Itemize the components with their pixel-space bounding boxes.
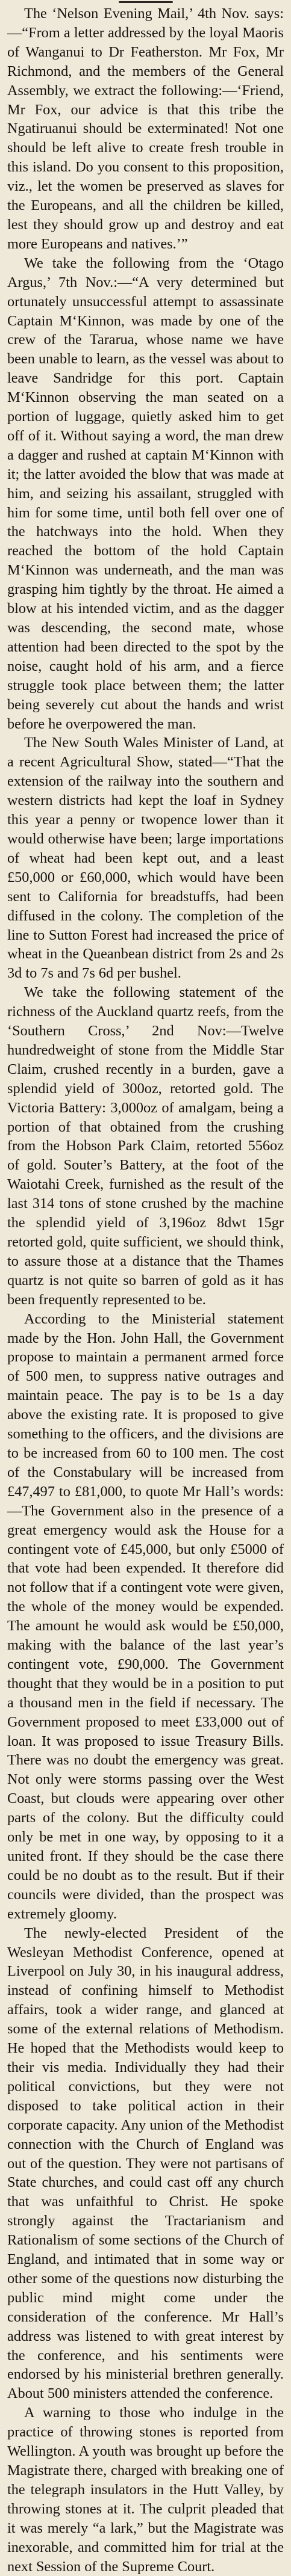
article-stone-throwing-warning: A warning to those who indulge in the practice of throwing stones is reported from Wellington. A youth was brought up before the Magistrate there, charged with breaking one of the telegraph insulators in the Hutt Valley, by throwing stones at it. The culprit pleaded that it was merely “a lark,” but the Magistrate was inexorable, and committed him for trial at the next Session of the Supreme Court.: [7, 2405, 284, 2575]
article-otago-argus: We take the following from the ‘Otago Argus,’ 7th Nov.:—“A very determined but ortunately unsuccessful attempt to assassinate Captain M‘Kinnon, was made by one of the crew of the Tararua, whose name we have been unable to learn, as the vessel was about to leave Sandridge for this port. Captain M‘Kinnon observing the man seated on a portion of luggage, quietly asked him to get off of it. Without saying a word, the man drew a dagger and rushed at captain M‘Kinnon with it; the latter avoided the blow that was made at him, and seizing his assailant, struggled with him for some time, until both fell over one of the hatchways into the hold. When they reached the bottom of the hold Captain M‘Kinnon was underneath, and the man was grasping him tightly by the throat. He aimed a blow at his intended victim, and as the dagger was descending, the second mate, whose attention had been directed to the spot by the noise, caught hold of his arm, and a fierce struggle took place between them; the latter being severely cut about the hands and wrist before he overpowered the man.: [7, 254, 284, 732]
article-wesleyan-conference: The newly-elected President of the Wesleyan Methodist Conference, opened at Liverpool on July 30, in his inaugural address, instead of confining himself to Methodist affairs, took a wider range, and glanced at some of the external relations of Methodism. He hoped that the Methodists would keep to their vis media. Individually they had their political convictions, but they were not disposed to take political action in their corporate capacity. Any union of the Methodist connection with the Church of England was out of the question. They were not partisans of State churches, and could cast off any church that was unfaithful to Christ. He spoke strongly against the Tractarianism and Rationalism of some sections of the Church of England, and intimated that in some way or other some of the questions now disturbing the public mind might come under the consideration of the conference. Mr Hall’s address was listened to with great interest by the conference, and his sentiments were endorsed by his ministerial brethren generally. About 500 ministers attended the conference.: [7, 1924, 284, 2402]
news-column: [7, 4, 284, 2576]
article-nelson-evening-mail: The ‘Nelson Evening Mail,’ 4th Nov. says:—“From a letter addressed by the loyal Maoris of Wanganui to Dr Featherston. Mr Fox, Mr Richmond, and the members of the General Assembly, we extract the following:—‘Friend, Mr Fox, our advice is that this tribe the Ngatiruanui should be exterminated! Not one should be left alive to create fresh trouble in this island. Do you consent to this proposition, viz., let the women be preserved as slaves for the Europeans, and all the children be killed, lest they should grow up and destroy and eat more Europeans and natives.’”: [7, 5, 284, 252]
article-auckland-quartz-reefs: We take the following statement of the richness of the Auckland quartz reefs, from the ‘Southern Cross,’ 2nd Nov:—Twelve hundredweight of stone from the Middle Star Claim, crushed recently in a burden, gave a splendid yield of 300oz, retorted gold. The Victoria Battery: 3,000oz of amalgam, being a portion of that obtained from the crushing from the Hobson Park Claim, retorted 556oz of gold. Souter’s Battery, at the foot of the Waiotahi Creek, furnished as the result of the last 314 tons of stone crushed by the machine the splendid yield of 3,196oz 8dwt 15gr retorted gold, quite sufficient, we should think, to assure those at a distance that the Thames quartz is not quite so barren of gold as it has been frequently represented to be.: [7, 984, 284, 1308]
article-nsw-minister-of-land: The New South Wales Minister of Land, at a recent Agricultural Show, stated—“That the extension of the railway into the southern and western districts had kept the loaf in Sydney this year a penny or twopence lower than it would otherwise have been; large importations of wheat had been kept out, and a least £50,000 or £60,000, which would have been sent to California for breadstuffs, had been diffused in the colony. The completion of the line to Sutton Forest had increased the price of wheat in the Queanbean district from 2s and 2s 3d to 7s and 7s 6d per bushel.: [7, 735, 284, 982]
article-ministerial-statement: According to the Ministerial statement made by the Hon. John Hall, the Government propose to maintain a permanent armed force of 500 men, to suppress native outrages and maintain peace. The pay is to be 1s a day above the existing rate. It is proposed to give something to the officers, and the divisions are to be increased from 60 to 100 men. The cost of the Constabulary will be increased from £47,497 to £81,000, to quote Mr Hall’s words:—The Government also in the presence of a great emergency would ask the House for a contingent vote of £45,000, but only £5000 of that vote had been expended. It therefore did not follow that if a contingent vote were given, the whole of the money would be expended. The amount he would ask would be £50,000, making with the balance of the last year’s contingent vote, £90,000. The Government thought that they would be in a position to put a thousand men in the field if necessary. The Government proposed to meet £33,000 out of loan. It was proposed to issue Treasury Bills. There was no doubt the emergency was great. Not only were storms passing over the West Coast, but clouds were appearing over other parts of the colony. But the difficulty could only be met in one way, by opposing to it a united front. If they should be the case there could be no doubt as to the result. But if their councils were divided, than the prospect was extremely gloomy.: [7, 1310, 284, 1922]
top-divider: [119, 1, 173, 3]
